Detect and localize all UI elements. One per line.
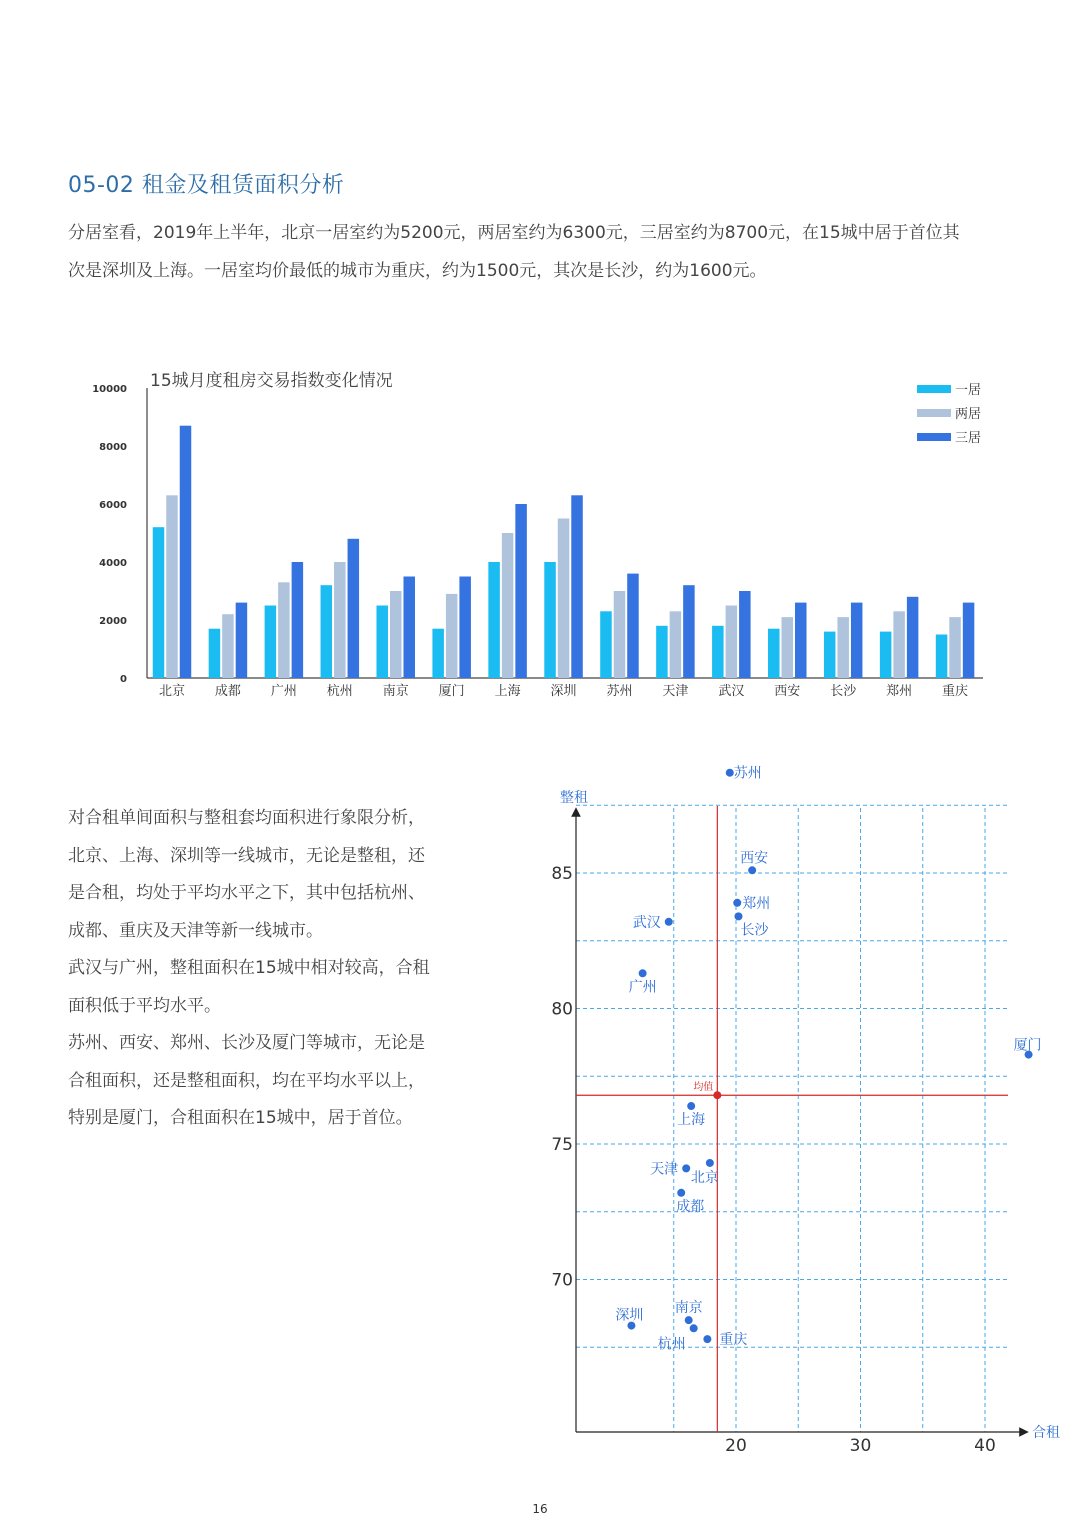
point-label: 厦门 [1013, 1037, 1042, 1054]
x-tick-label: 杭州 [326, 684, 353, 699]
data-point [665, 918, 673, 926]
bar-三居 [403, 577, 415, 679]
bar-两居 [614, 591, 626, 678]
bar-两居 [837, 617, 849, 678]
data-point [687, 1102, 695, 1110]
bar-三居 [907, 597, 919, 678]
x-tick-label: 重庆 [942, 684, 969, 699]
bar-两居 [670, 611, 682, 678]
bar-两居 [166, 495, 178, 678]
analysis-line: 合租面积，还是整租面积，均在平均水平以上， [68, 1070, 425, 1091]
legend-label: 两居 [955, 407, 982, 422]
bar-三居 [348, 539, 360, 678]
intro-line: 分居室看，2019年上半年，北京一居室约为5200元，两居室约为6300元，三居室约为8700元，在15城中居于首位其 [68, 223, 960, 243]
x-tick-label: 30 [849, 1436, 872, 1456]
bar-三居 [739, 591, 751, 678]
legend-label: 一居 [955, 383, 982, 398]
bar-一居 [432, 629, 444, 678]
bar-一居 [656, 626, 668, 678]
bar-一居 [544, 562, 556, 678]
point-label: 重庆 [719, 1332, 748, 1349]
analysis-line: 对合租单间面积与整租套均面积进行象限分析， [68, 808, 425, 828]
data-point [703, 1335, 711, 1343]
data-point [706, 1159, 714, 1167]
y-tick-label: 80 [551, 999, 573, 1020]
bar-两居 [726, 606, 738, 679]
y-tick-label: 8000 [99, 442, 127, 453]
x-tick-label: 成都 [214, 684, 241, 699]
legend-label: 三居 [955, 431, 982, 446]
point-label: 杭州 [657, 1336, 686, 1353]
point-label: 深圳 [615, 1307, 644, 1324]
x-tick-label: 西安 [774, 684, 801, 699]
y-tick-label: 2000 [99, 616, 127, 627]
x-tick-label: 南京 [382, 684, 409, 699]
y-tick-label: 4000 [99, 558, 127, 569]
bar-一居 [153, 527, 165, 678]
data-point [639, 969, 647, 977]
bar-一居 [265, 606, 277, 679]
bar-两居 [949, 617, 961, 678]
bar-一居 [768, 629, 780, 678]
bar-一居 [209, 629, 221, 678]
area-quadrant-chart [540, 765, 1060, 1470]
mean-point [713, 1091, 721, 1099]
point-label: 北京 [690, 1169, 719, 1186]
bar-一居 [880, 632, 892, 678]
point-label: 长沙 [740, 922, 769, 939]
x-tick-label: 长沙 [830, 684, 857, 699]
bar-两居 [502, 533, 513, 678]
bar-三居 [459, 577, 471, 679]
bar-一居 [936, 635, 948, 679]
bar-一居 [376, 606, 388, 679]
bar-三居 [795, 603, 807, 678]
bar-两居 [334, 562, 346, 678]
bar-三居 [683, 585, 695, 678]
bar-两居 [278, 582, 290, 678]
analysis-line: 北京、上海、深圳等一线城市，无论是整租，还 [68, 845, 425, 866]
data-point [682, 1164, 690, 1172]
bar-一居 [321, 585, 333, 678]
point-label: 上海 [677, 1112, 706, 1129]
intro-paragraph [68, 214, 1018, 290]
bar-三居 [292, 562, 304, 678]
legend-swatch [917, 433, 951, 441]
analysis-line: 武汉与广州，整租面积在15城中相对较高，合租 [68, 958, 430, 978]
bar-两居 [558, 519, 570, 679]
x-axis-label: 合租 [1032, 1425, 1060, 1441]
section-title: 05-02 租金及租赁面积分析 [68, 173, 345, 198]
y-tick-label: 70 [551, 1270, 573, 1291]
x-tick-label: 40 [974, 1436, 996, 1456]
x-tick-label: 天津 [662, 684, 689, 699]
data-point [685, 1316, 693, 1324]
x-tick-label: 深圳 [550, 684, 577, 699]
bar-三居 [627, 574, 639, 678]
data-point [733, 899, 741, 907]
bar-两居 [390, 591, 402, 678]
analysis-line: 是合租，均处于平均水平之下，其中包括杭州、 [68, 883, 425, 903]
y-tick-label: 75 [551, 1135, 573, 1155]
x-tick-label: 20 [725, 1436, 747, 1456]
x-tick-label: 郑州 [886, 684, 913, 699]
analysis-line: 苏州、西安、郑州、长沙及厦门等城市，无论是 [68, 1033, 425, 1053]
bar-一居 [824, 632, 836, 678]
x-tick-label: 苏州 [606, 684, 633, 699]
page-number: 16 [532, 1502, 548, 1516]
y-tick-label: 85 [551, 864, 573, 884]
point-label: 成都 [676, 1198, 705, 1215]
bar-一居 [712, 626, 724, 678]
bar-两居 [222, 614, 234, 678]
legend-swatch [917, 385, 951, 393]
bar-三居 [963, 603, 975, 678]
x-tick-label: 广州 [270, 684, 297, 699]
analysis-line: 面积低于平均水平。 [68, 995, 221, 1016]
analysis-line: 特别是厦门，合租面积在15城中，居于首位。 [68, 1108, 413, 1128]
y-axis-label: 整租 [560, 790, 588, 806]
bar-三居 [851, 603, 863, 678]
mean-label: 均值 [693, 1082, 714, 1094]
bar-两居 [446, 594, 458, 678]
y-tick-label: 6000 [99, 500, 127, 511]
point-label: 武汉 [632, 914, 661, 931]
x-tick-label: 北京 [158, 684, 186, 699]
data-point [734, 912, 742, 920]
intro-line: 次是深圳及上海。一居室均价最低的城市为重庆，约为1500元，其次是长沙，约为1600元。 [68, 261, 767, 281]
bar-三居 [236, 603, 248, 678]
data-point [677, 1189, 685, 1197]
quadrant-analysis-text [68, 800, 468, 1138]
bar-一居 [488, 562, 500, 678]
point-label: 西安 [740, 850, 769, 867]
point-label: 苏州 [733, 765, 762, 782]
point-label: 郑州 [742, 895, 771, 912]
bar-两居 [893, 611, 905, 678]
point-label: 广州 [628, 979, 657, 996]
data-point [690, 1324, 698, 1332]
rent-bar-chart [0, 360, 1080, 720]
data-point [726, 769, 734, 777]
y-tick-label: 0 [120, 674, 127, 685]
chart-title: 15城月度租房交易指数变化情况 [150, 371, 393, 391]
data-point [748, 866, 756, 874]
legend-swatch [917, 409, 951, 417]
bar-三居 [180, 426, 192, 678]
point-label: 天津 [650, 1161, 679, 1178]
bar-三居 [515, 504, 527, 678]
bar-三居 [571, 495, 583, 678]
x-tick-label: 上海 [494, 684, 521, 699]
bar-两居 [782, 617, 794, 678]
y-tick-label: 10000 [92, 384, 127, 395]
x-tick-label: 武汉 [718, 684, 745, 699]
analysis-line: 成都、重庆及天津等新一线城市。 [68, 920, 323, 941]
point-label: 南京 [674, 1300, 703, 1317]
bar-一居 [600, 611, 612, 678]
x-tick-label: 厦门 [438, 684, 465, 699]
